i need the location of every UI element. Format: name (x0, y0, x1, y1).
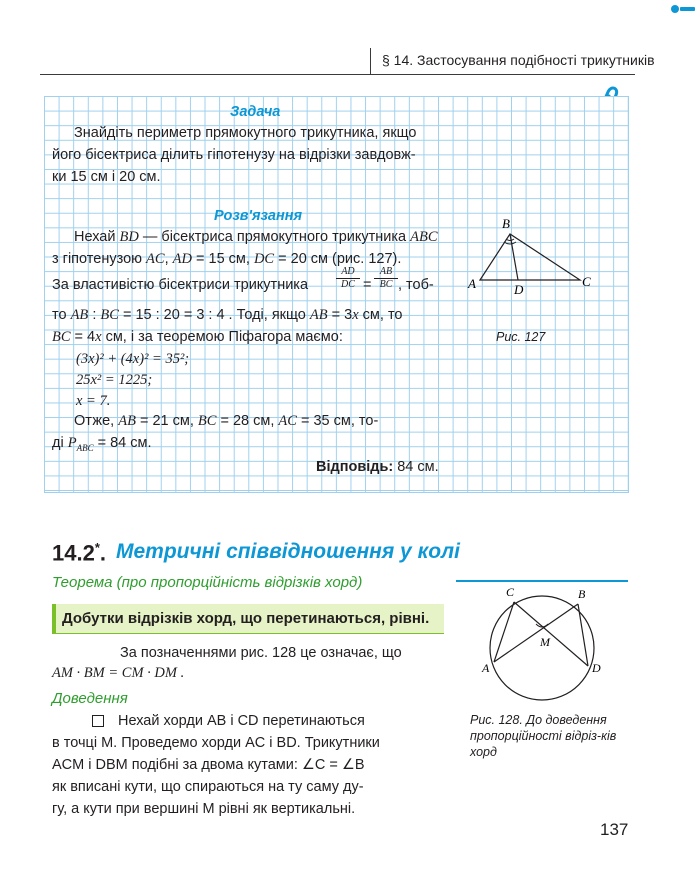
proof-start-square-icon (92, 715, 104, 727)
label-a: A (482, 661, 490, 675)
section-title: Метричні співвідношення у колі (116, 540, 460, 563)
label-b: B (578, 587, 586, 601)
figure-127-caption: Рис. 127 (496, 330, 546, 344)
body-formula: AM · BM = CM · DM . (52, 665, 185, 681)
fraction-ab-bc: $\frac{AB}{BC}$ (374, 266, 398, 291)
proof-title: Доведення (52, 690, 128, 707)
fraction-ad-dc: $\frac{AD}{DC}$ (336, 266, 360, 291)
label-d: D (592, 661, 601, 675)
theorem-title: Теорема (про пропорційність відрізків хорд) (52, 574, 363, 591)
proof-line-1: Нехай хорди AB і CD перетинаються (92, 712, 365, 730)
solution-line-5: BC = 4x см, і за теоремою Піфагора маємо: (52, 329, 343, 345)
running-header: § 14. Застосування подібності трикутників (382, 52, 655, 68)
proof-line-3: ACM і DBM подібні за двома кутами: ∠C = ∠B (52, 757, 365, 773)
publisher-logo-icon (670, 2, 696, 16)
body-paragraph-1: За позначеннями рис. 128 це означає, що (120, 645, 402, 661)
label-a: A (468, 276, 476, 291)
task-line-2: його бісектриса ділить гіпотенузу на відрізки завдовж- (52, 147, 416, 163)
fraction-equals: = (363, 277, 372, 293)
solution-line-10: ді $P_{ABC} = 84$ см. (52, 435, 152, 453)
solution-line-3: За властивістю бісектриси трикутника (52, 277, 309, 293)
solution-line-4: то AB : BC = 15 : 20 = 3 : 4 . Тоді, якщо AB = 3x см, то (52, 307, 403, 323)
proof-line-4: як вписані кути, що спираються на ту саму ду- (52, 779, 364, 795)
label-m: M (540, 635, 550, 649)
label-c: C (506, 585, 515, 599)
equation-3: x = 7. (76, 393, 111, 409)
label-c: C (582, 274, 591, 289)
solution-line-1: Нехай BD — бісектриса прямокутного трикутника ABC (74, 229, 438, 245)
equation-1: (3x)² + (4x)² = 35²; (76, 351, 190, 367)
label-d: D (514, 282, 524, 297)
proof-line-5: гу, а кути при вершині M рівні як вертикальні. (52, 801, 356, 817)
theorem-statement: Добутки відрізків хорд, що перетинаються, рівні. (62, 610, 430, 627)
figure-128-caption: Рис. 128. До доведення пропорційності відріз-ків хорд (470, 713, 617, 759)
header-rule (40, 74, 635, 75)
section-number: 14.2*. (52, 540, 107, 566)
equation-2: 25x² = 1225; (76, 372, 153, 388)
task-line-1: Знайдіть периметр прямокутного трикутника, якщо (74, 125, 417, 141)
figure-127-triangle (462, 212, 602, 298)
task-line-3: ки 15 см і 20 см. (52, 169, 161, 185)
answer: Відповідь: 84 см. (316, 459, 439, 475)
label-b: B (502, 216, 510, 231)
header-divider (370, 48, 371, 74)
proof-line-2: в точці M. Проведемо хорди AC і BD. Трикутники (52, 735, 380, 751)
solution-line-3-end: , тоб- (398, 277, 434, 293)
figure-128-circle-chords (470, 580, 620, 704)
page-number: 137 (600, 820, 629, 839)
solution-line-2: з гіпотенузою AC, AD = 15 см, DC = 20 см (рис. 127). (52, 251, 402, 267)
solution-line-9: Отже, AB = 21 см, BC = 28 см, AC = 35 см, то- (74, 413, 379, 429)
solution-heading: Розв'язання (214, 208, 302, 224)
task-heading: Задача (230, 104, 281, 120)
